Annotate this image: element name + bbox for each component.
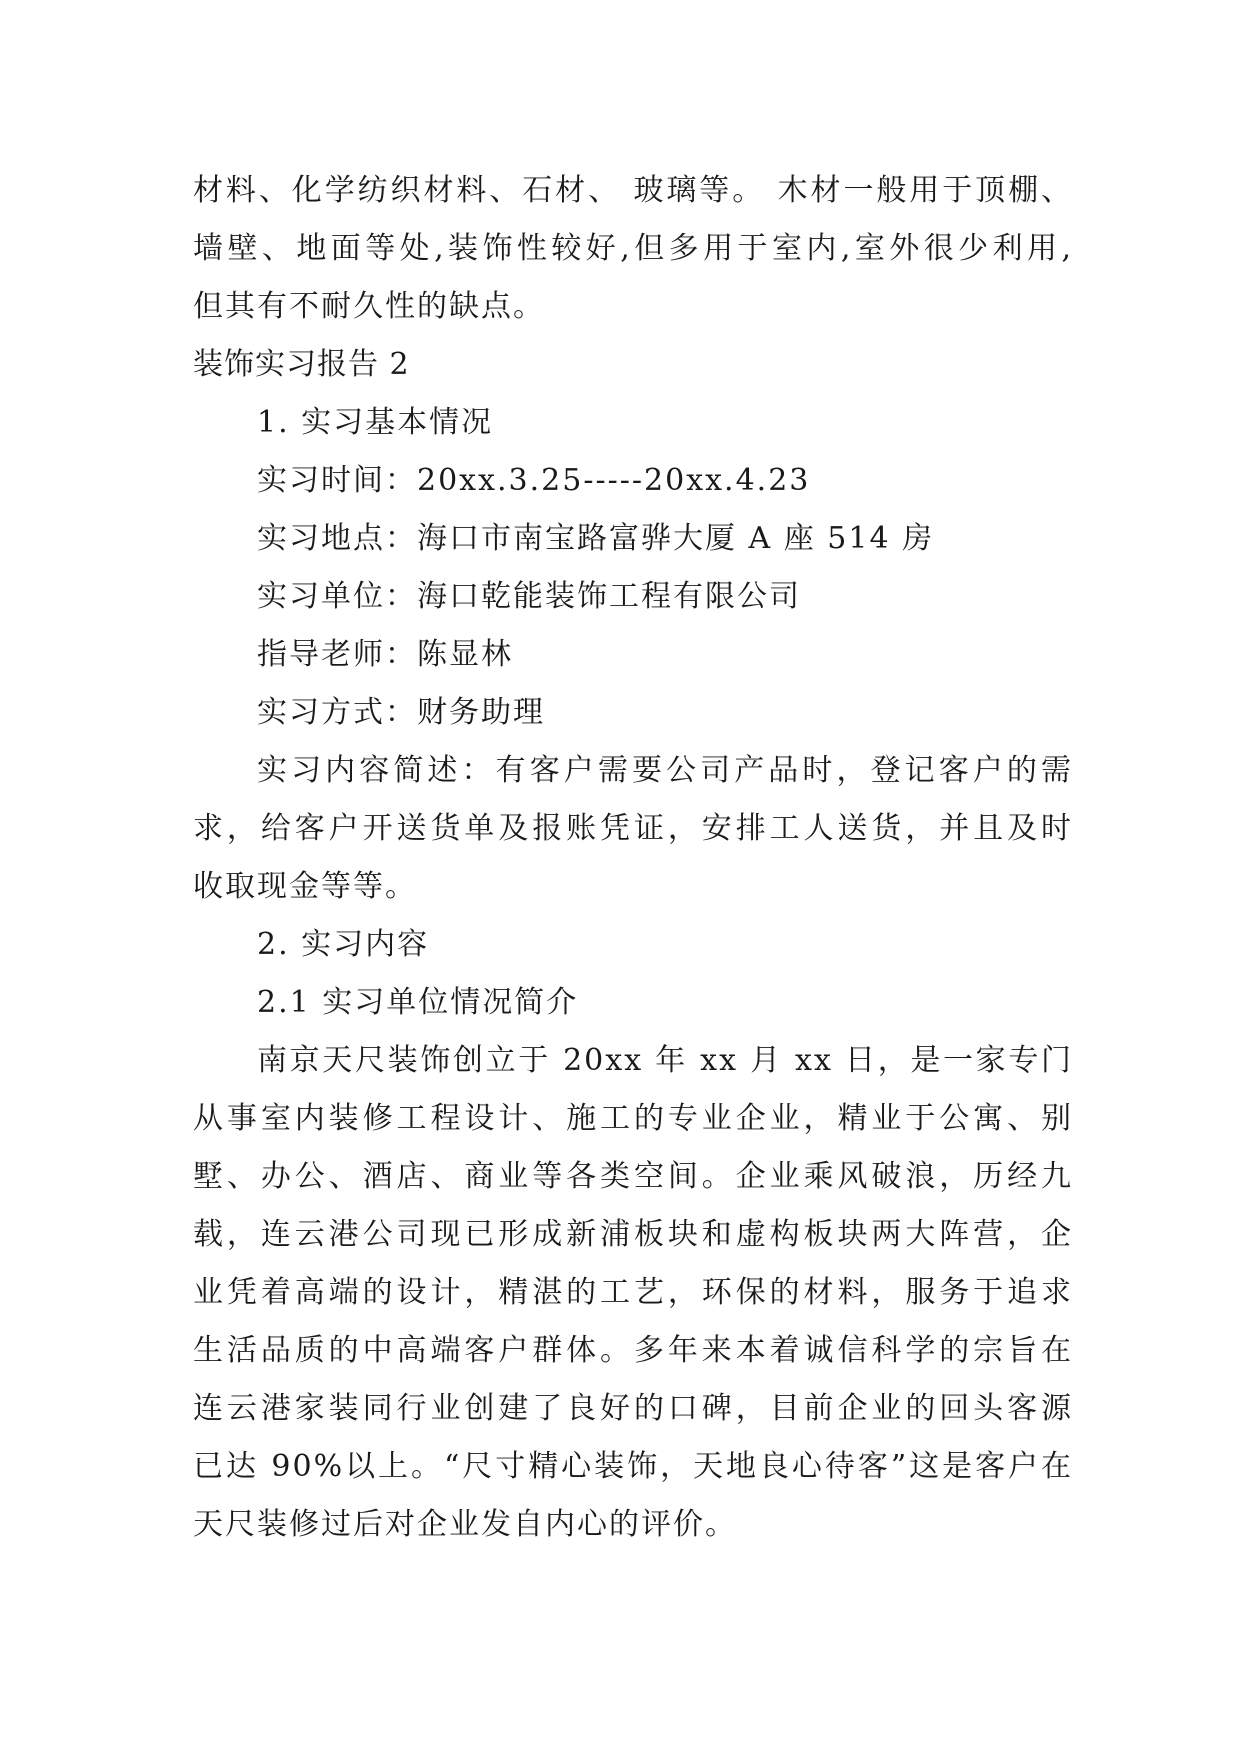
info-line: 实习方式：财务助理	[257, 695, 545, 730]
subheading: 2.1 实习单位情况简介	[257, 985, 579, 1020]
paragraph-line: 墙壁、地面等处,装饰性较好,但多用于室内,室外很少利用,	[193, 231, 1073, 266]
paragraph-line: 连云港家装同行业创建了良好的口碑，目前企业的回头客源	[193, 1391, 1073, 1426]
info-line: 实习单位：海口乾能装饰工程有限公司	[257, 579, 801, 614]
paragraph-line: 天尺装修过后对企业发自内心的评价。	[193, 1507, 737, 1542]
paragraph-line: 收取现金等等。	[193, 869, 417, 904]
paragraph-line: 但其有不耐久性的缺点。	[193, 289, 545, 324]
info-line: 实习时间：20xx.3.25-----20xx.4.23	[257, 463, 811, 498]
paragraph-line: 载，连云港公司现已形成新浦板块和虚构板块两大阵营，企	[193, 1217, 1073, 1252]
info-line: 实习地点：海口市南宝路富骅大厦 A 座 514 房	[257, 521, 935, 556]
paragraph-line: 求，给客户开送货单及报账凭证，安排工人送货，并且及时	[193, 811, 1073, 846]
paragraph-line: 材料、化学纺织材料、石材、 玻璃等。 木材一般用于顶棚、	[193, 173, 1073, 208]
subheading: 2. 实习内容	[257, 927, 430, 962]
paragraph-line: 业凭着高端的设计，精湛的工艺，环保的材料，服务于追求	[193, 1275, 1073, 1310]
document-body	[193, 162, 1073, 1554]
paragraph-line: 生活品质的中高端客户群体。多年来本着诚信科学的宗旨在	[193, 1333, 1073, 1368]
paragraph-line: 墅、办公、酒店、商业等各类空间。企业乘风破浪，历经九	[193, 1159, 1073, 1194]
info-line: 指导老师：陈显林	[257, 637, 513, 672]
subheading: 1. 实习基本情况	[257, 405, 494, 440]
paragraph-line: 已达 90%以上。“尺寸精心装饰，天地良心待客”这是客户在	[193, 1449, 1073, 1484]
paragraph-line: 实习内容简述：有客户需要公司产品时，登记客户的需	[257, 753, 1073, 788]
paragraph-line: 南京天尺装饰创立于 20xx 年 xx 月 xx 日，是一家专门	[257, 1043, 1073, 1078]
paragraph-line: 从事室内装修工程设计、施工的专业企业，精业于公寓、别	[193, 1101, 1073, 1136]
section-title: 装饰实习报告 2	[193, 347, 410, 382]
